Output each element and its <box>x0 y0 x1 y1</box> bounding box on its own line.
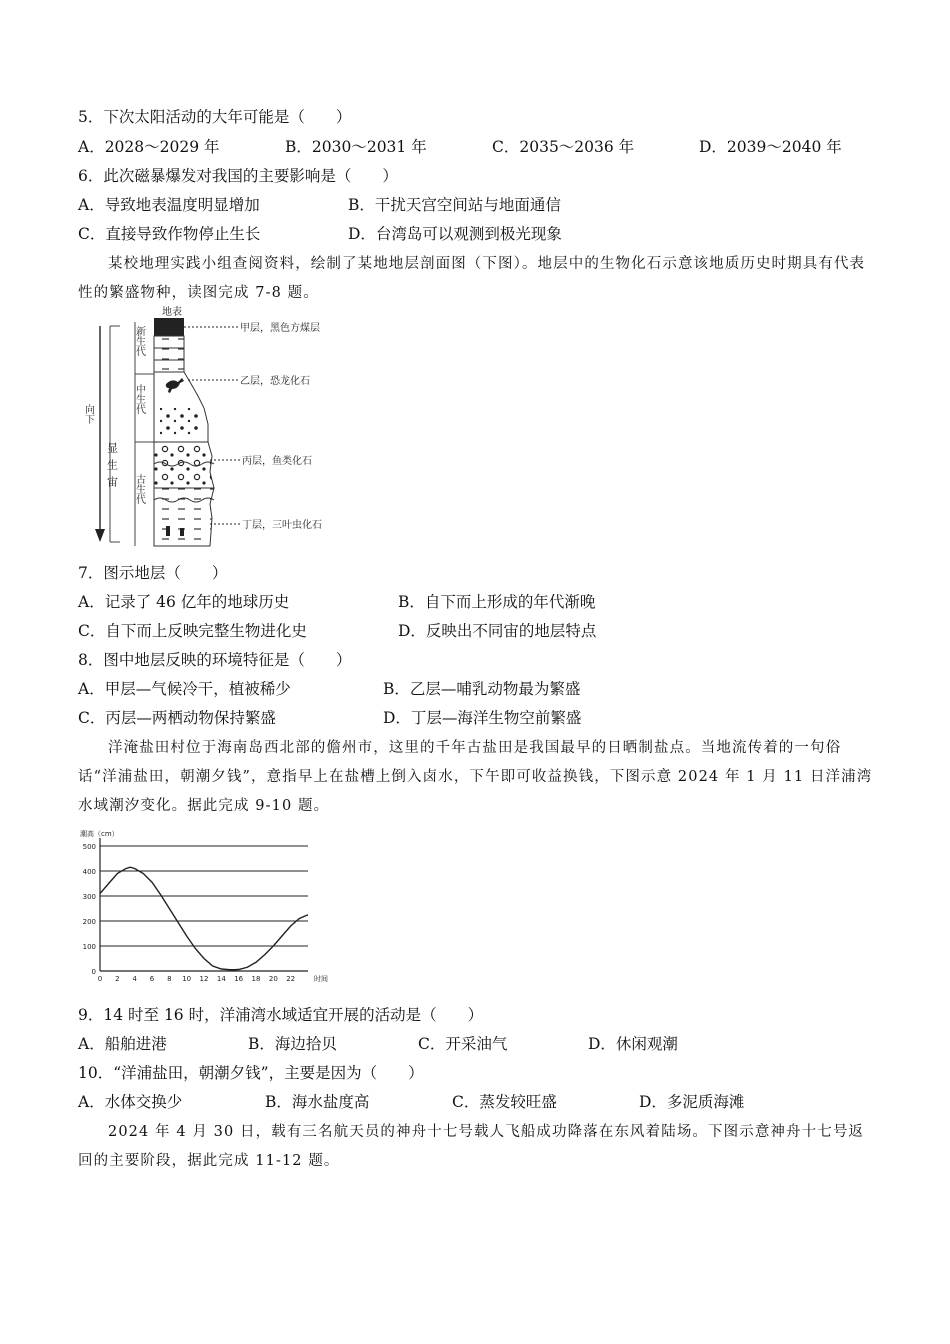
era-cenozoic-label: 新生代 <box>133 326 145 356</box>
surface-label: 地表 <box>162 307 182 318</box>
q7-option-b: B．自下而上形成的年代渐晚 <box>398 593 596 611</box>
q7-option-d: D．反映出不同宙的地层特点 <box>398 622 597 640</box>
layer-label-yi: 乙层，恐龙化石 <box>240 376 310 387</box>
q9-option-a: A．船舶进港 <box>78 1035 167 1053</box>
x-tick-label: 14 <box>216 975 226 983</box>
material-9-10: 洋淹盐田村位于海南岛西北部的儋州市，这里的千年古盐田是我国最早的日晒制盐点。当地流传着的一句俗话“洋浦盐田，朝潮夕钱”，意指早上在盐槽上倒入卤水，下午即可收益换钱，下图示意 2024 年 1 月 11 日洋浦湾水域潮汐变化。据此完成 9-10 题。 <box>78 740 873 814</box>
q8-option-d: D．丁层—海洋生物空前繁盛 <box>383 709 582 727</box>
q9-option-c: C．开采油气 <box>418 1035 508 1053</box>
y-tick-label: 500 <box>82 843 96 851</box>
layer-paleozoic-upper <box>154 442 214 488</box>
x-tick-label: 18 <box>251 975 261 983</box>
q8-option-b: B．乙层—哺乳动物最为繁盛 <box>383 680 581 698</box>
x-tick-label: 8 <box>167 975 172 983</box>
q5-option-c: C．2035～2036 年 <box>492 138 635 156</box>
q7-stem: 7．图示地层（ ） <box>78 564 228 582</box>
x-axis-title: 时间 <box>314 975 328 983</box>
x-tick-label: 0 <box>97 975 103 983</box>
q10-option-d: D．多泥质海滩 <box>639 1093 745 1111</box>
q5-option-a: A．2028～2029 年 <box>78 138 220 156</box>
q9-option-b: B．海边拾贝 <box>248 1035 337 1053</box>
q7-option-a: A．记录了 46 亿年的地球历史 <box>78 593 290 611</box>
material-7-8: 某校地理实践小组查阅资料，绘制了某地地层剖面图（下图）。地层中的生物化石示意该地质历史时期具有代表性的繁盛物种，读图完成 7-8 题。 <box>78 256 866 301</box>
y-axis-title: 潮高（cm） <box>80 830 119 838</box>
q8-option-a: A．甲层—气候冷干，植被稀少 <box>78 680 291 698</box>
q5-stem: 5．下次太阳活动的大年可能是（ ） <box>78 108 352 126</box>
layer-label-ding: 丁层，三叶虫化石 <box>242 520 322 531</box>
x-tick-label: 4 <box>132 975 137 983</box>
q6-option-b: B．干扰天宫空间站与地面通信 <box>348 196 561 214</box>
y-tick-label: 0 <box>91 968 96 976</box>
q10-option-a: A．水体交换少 <box>78 1093 183 1111</box>
layer-paleozoic-lower <box>154 488 214 546</box>
layer-label-bing: 丙层，鱼类化石 <box>242 456 312 467</box>
q6-option-a: A．导致地表温度明显增加 <box>78 196 260 214</box>
q9-stem: 9．14 时至 16 时，洋浦湾水域适宜开展的活动是（ ） <box>78 1006 484 1024</box>
q5-option-b: B．2030～2031 年 <box>285 138 427 156</box>
y-tick-label: 400 <box>82 868 96 876</box>
tide-series-line-0 <box>100 867 308 970</box>
layer-label-jia: 甲层，黑色方煤层 <box>240 323 320 334</box>
q8-option-c: C．丙层—两栖动物保持繁盛 <box>78 709 276 727</box>
q8-stem: 8．图中地层反映的环境特征是（ ） <box>78 651 352 669</box>
trilobite-fossil-icon <box>166 526 170 536</box>
x-tick-label: 16 <box>234 975 244 983</box>
strata-figure <box>80 304 360 554</box>
era-mesozoic-label: 中生代 <box>133 384 145 414</box>
y-tick-label: 200 <box>82 918 96 926</box>
arrow-label: 向下 <box>82 404 94 424</box>
eon-label: 显生宙 <box>105 442 119 493</box>
layer-coal <box>154 318 184 336</box>
arrow-head <box>95 529 105 542</box>
x-tick-label: 6 <box>149 975 155 983</box>
q6-option-c: C．直接导致作物停止生长 <box>78 225 261 243</box>
q9-option-d: D．休闲观潮 <box>588 1035 678 1053</box>
x-tick-label: 10 <box>182 975 192 983</box>
q7-option-c: C．自下而上反映完整生物进化史 <box>78 622 307 640</box>
tide-chart <box>72 826 342 996</box>
q6-option-d: D．台湾岛可以观测到极光现象 <box>348 225 562 243</box>
layer-cenozoic-lines <box>154 336 184 372</box>
era-paleozoic-label: 古生代 <box>133 474 145 504</box>
q6-stem: 6．此次磁暴爆发对我国的主要影响是（ ） <box>78 167 398 185</box>
y-tick-label: 300 <box>82 893 96 901</box>
x-tick-label: 20 <box>268 975 278 983</box>
y-tick-label: 100 <box>82 943 96 951</box>
x-tick-label: 2 <box>115 975 120 983</box>
material-11-12: 2024 年 4 月 30 日，载有三名航天员的神舟十七号载人飞船成功降落在东风着陆场。下图示意神舟十七号返回的主要阶段，据此完成 11-12 题。 <box>78 1124 865 1169</box>
q10-stem: 10．“洋浦盐田，朝潮夕钱”，主要是因为（ ） <box>78 1064 424 1082</box>
x-tick-label: 22 <box>286 975 296 983</box>
q10-option-c: C．蒸发较旺盛 <box>452 1093 557 1111</box>
x-tick-label: 12 <box>199 975 209 983</box>
q5-option-d: D．2039～2040 年 <box>699 138 842 156</box>
q10-option-b: B．海水盐度高 <box>265 1093 370 1111</box>
